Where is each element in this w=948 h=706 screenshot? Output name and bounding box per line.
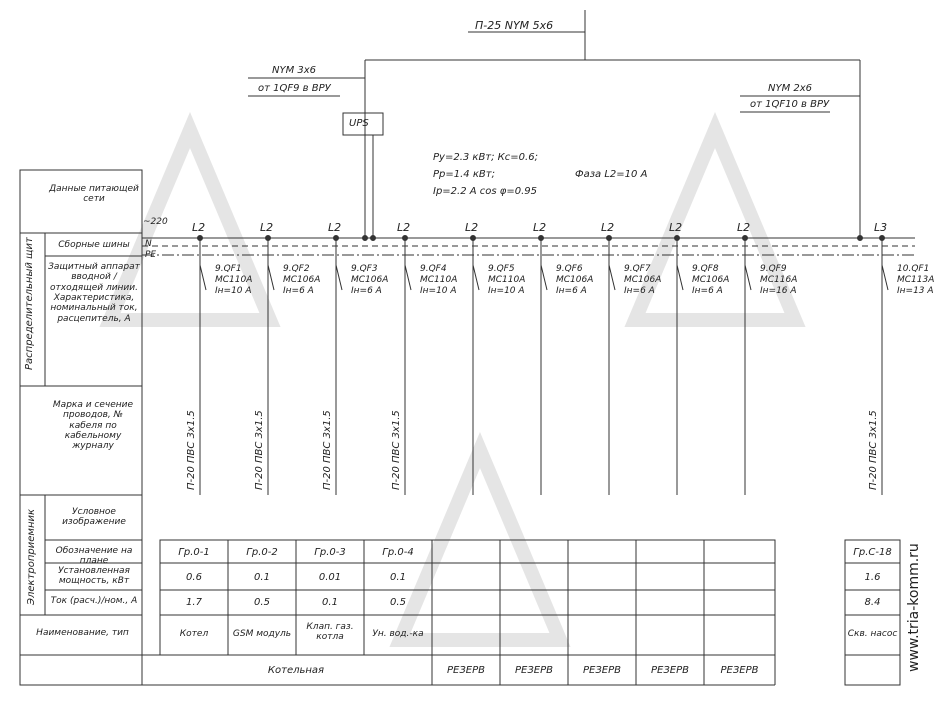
row-type: Наименование, тип bbox=[36, 628, 129, 638]
load-power: 0.6 bbox=[186, 572, 202, 583]
load-power: 0.1 bbox=[254, 572, 270, 583]
row-symbol: Условное изображение bbox=[62, 507, 126, 528]
load-current: 0.5 bbox=[390, 597, 406, 608]
reserve-label: РЕЗЕРВ bbox=[651, 665, 689, 676]
ups-source-label: от 1QF9 в ВРУ bbox=[258, 83, 331, 94]
right-load-current: 8.4 bbox=[864, 597, 881, 608]
summary-line3: Iр=2.2 А cos φ=0.95 bbox=[433, 186, 538, 197]
group-receiver: Электроприемник bbox=[26, 508, 37, 605]
main-cable-label: П-25 NYM 5х6 bbox=[475, 19, 554, 32]
load-power: 0.1 bbox=[390, 572, 406, 583]
right-load-type: Скв. насос bbox=[847, 629, 898, 639]
right-source-label: от 1QF10 в ВРУ bbox=[750, 99, 830, 110]
right-load-name: Гр.С-18 bbox=[853, 547, 892, 558]
breaker-9qf5: 9.QF5 MC110A Iн=10 А bbox=[488, 264, 526, 296]
reserve-label: РЕЗЕРВ bbox=[447, 665, 485, 676]
breaker-phase: L2 bbox=[260, 221, 274, 234]
load-type: GSM модуль bbox=[232, 629, 292, 639]
breaker-phase: L2 bbox=[669, 221, 683, 234]
cable-label: П-20 ПВС 3х1.5 bbox=[322, 410, 333, 490]
breaker-9qf2: 9.QF2 MC106A Iн=6 А bbox=[283, 264, 321, 296]
boiler-room-label: Котельная bbox=[267, 665, 325, 676]
reserve-label: РЕЗЕРВ bbox=[720, 665, 759, 676]
summary-line1: Ру=2.3 кВт; Кс=0.6; bbox=[433, 152, 538, 163]
row-current: Ток (расч.)/ном., А bbox=[50, 596, 138, 606]
row-busbars: Сборные шины bbox=[58, 240, 130, 250]
bus-voltage: ~220 bbox=[143, 217, 168, 227]
cable-label: П-20 ПВС 3х1.5 bbox=[186, 410, 197, 490]
right-cable-label: NYM 2х6 bbox=[768, 83, 813, 94]
breaker-9qf8: 9.QF8 MC106A Iн=6 А bbox=[692, 264, 730, 296]
bus-pe: PE bbox=[145, 250, 157, 260]
reserve-label: РЕЗЕРВ bbox=[515, 665, 553, 676]
breaker-phase: L2 bbox=[192, 221, 206, 234]
cable-label: П-20 ПВС 3х1.5 bbox=[391, 410, 402, 490]
breaker-phase: L3 bbox=[874, 221, 888, 234]
breaker-phase: L2 bbox=[397, 221, 411, 234]
breaker-9qf7: 9.QF7 MC106A Iн=6 А bbox=[624, 264, 662, 296]
breaker-9qf1: 9.QF1 MC110A Iн=10 А bbox=[215, 264, 253, 296]
watermark-url[interactable]: www.tria-komm.ru bbox=[906, 543, 922, 672]
summary-line2: Рр=1.4 кВт; bbox=[433, 169, 495, 180]
load-current: 1.7 bbox=[186, 597, 202, 608]
cable-label: П-20 ПВС 3х1.5 bbox=[868, 410, 879, 490]
group-distribution: Распределительный щит bbox=[24, 237, 35, 370]
ups-cable-label: NYM 3х6 bbox=[272, 65, 317, 76]
row-supply: Данные питающей сети bbox=[49, 184, 139, 205]
load-current: 0.5 bbox=[254, 597, 270, 608]
bus-n: N bbox=[145, 239, 152, 249]
load-name: Гр.0-2 bbox=[246, 547, 278, 558]
breaker-phase: L2 bbox=[601, 221, 615, 234]
load-type: Клап. газ. котла bbox=[306, 622, 354, 643]
breaker-9qf3: 9.QF3 MC106A Iн=6 А bbox=[351, 264, 389, 296]
reserve-label: РЕЗЕРВ bbox=[583, 665, 621, 676]
right-load-power: 1.6 bbox=[864, 572, 881, 583]
load-type: Котел bbox=[179, 629, 209, 639]
cable-label: П-20 ПВС 3х1.5 bbox=[254, 410, 265, 490]
breaker-phase: L2 bbox=[737, 221, 751, 234]
load-current: 0.1 bbox=[322, 597, 338, 608]
ups-box-label: UPS bbox=[349, 118, 369, 129]
load-type: Ун. вод.-ка bbox=[372, 629, 424, 639]
breaker-9qf9: 9.QF9 MC116A Iн=16 А bbox=[760, 264, 798, 296]
breaker-phase: L2 bbox=[533, 221, 547, 234]
breaker-9qf4: 9.QF4 MC110A Iн=10 А bbox=[420, 264, 458, 296]
breaker-10qf1: 10.QF1 MC113A Iн=13 А bbox=[897, 264, 935, 296]
summary-phase: Фаза L2=10 А bbox=[575, 169, 648, 180]
breaker-phase: L2 bbox=[328, 221, 342, 234]
load-name: Гр.0-1 bbox=[178, 547, 210, 558]
row-cables: Марка и сечение проводов, № кабеля по кабельному журналу bbox=[52, 400, 134, 452]
breaker-phase: L2 bbox=[465, 221, 479, 234]
load-power: 0.01 bbox=[318, 572, 342, 583]
load-name: Гр.0-3 bbox=[314, 547, 346, 558]
row-power: Установленная мощность, кВт bbox=[58, 566, 130, 587]
breaker-9qf6: 9.QF6 MC106A Iн=6 А bbox=[556, 264, 594, 296]
load-name: Гр.0-4 bbox=[382, 547, 414, 558]
row-breakers: Защитный аппарат вводной / отходящей линии. Характеристика, номинальный ток, расцепитель, А bbox=[48, 262, 140, 324]
row-name: Обозначение на плане bbox=[55, 546, 133, 567]
